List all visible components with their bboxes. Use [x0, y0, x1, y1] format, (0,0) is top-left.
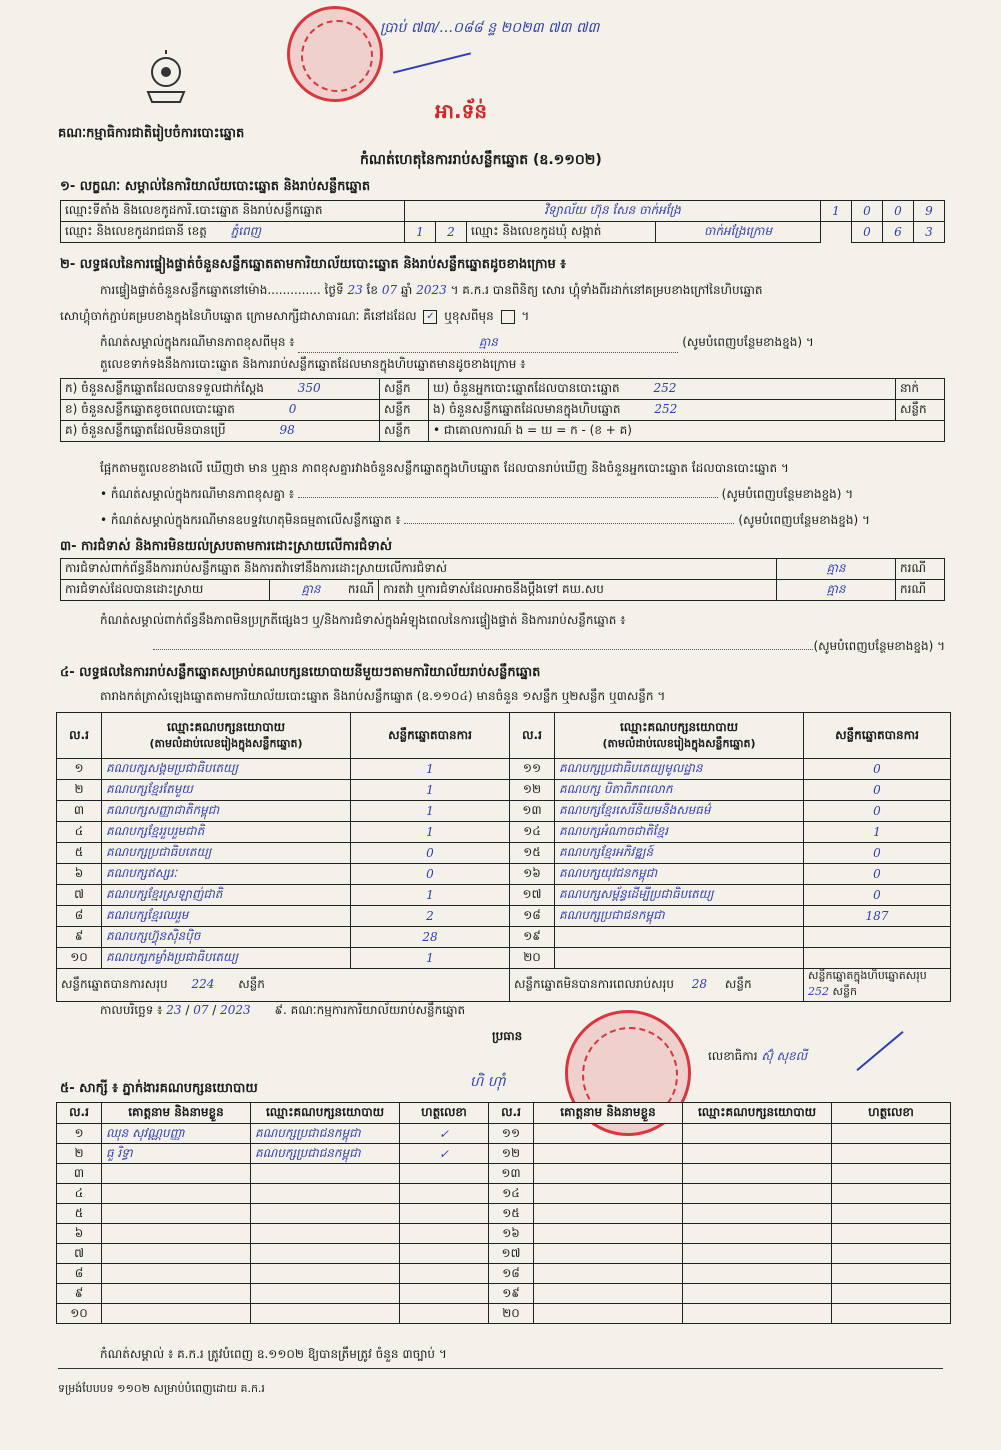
party-votes: 1	[351, 801, 510, 822]
w-col-sign-left: ហត្ថលេខា	[400, 1103, 489, 1124]
witness-party: គណបក្សប្រជាជនកម្ពុជា	[251, 1124, 400, 1144]
witness-name	[102, 1304, 251, 1324]
bullet-incident-text: • កំណត់សម្គាល់ក្នុងករណីមានឧបទ្ទវហេតុមិនធម្មតាលើសន្លឹកឆ្នោត ៖	[100, 513, 401, 527]
col-party-left-title: ឈ្មោះគណបក្សនយោបាយ	[166, 719, 286, 734]
objection-table	[60, 558, 945, 601]
witness-name	[102, 1264, 251, 1284]
party-no: ១៣	[510, 801, 555, 822]
party-row	[57, 864, 951, 885]
month-prefix: ខែ	[366, 283, 378, 297]
party-no: ៩	[57, 927, 102, 948]
party-no: ៧	[57, 885, 102, 906]
section3-note-suffix	[60, 638, 945, 656]
section3-note: កំណត់សម្គាល់ពាក់ព័ន្ធនឹងភាពមិនប្រក្រតីផ្សេងៗ ឬ/និងការជំទាស់ក្នុងអំឡុងពេលនៃការផ្ទៀងផ្ទាត់ និងការរាប់សន្លឹកឆ្នោត ៖	[100, 613, 626, 627]
w-col-no-right: ល.រ	[489, 1103, 534, 1124]
item-label-kha: ខ) ចំនួនសន្លឹកឆ្នោតខូចពេលបោះឆ្នោត	[65, 402, 235, 416]
total-valid-unit: សន្លឹក	[238, 977, 265, 991]
bullet-diff	[100, 486, 950, 504]
party-row	[57, 801, 951, 822]
location-code-digit: 9	[914, 201, 945, 222]
note-suffix: (សូមបំពេញបន្ថែមខាងខ្នង) ។	[682, 335, 814, 349]
commune-code-digit: 3	[914, 222, 945, 243]
item-unit-ko: សន្លឹក	[380, 421, 429, 442]
location-value: វិទ្យាល័យ ហ៊ុន សែន ចាក់អង្រែ	[405, 201, 821, 222]
witness-party	[683, 1124, 832, 1144]
witness-signature	[832, 1204, 951, 1224]
witness-row	[57, 1224, 951, 1244]
party-name: គណបក្សសញ្ញាជាតិកម្ពុជា	[102, 801, 351, 822]
total-invalid-label: សន្លឹកឆ្នោតមិនបានការពេលរាប់សរុប	[514, 977, 674, 991]
witness-signature	[832, 1264, 951, 1284]
total-valid-label: សន្លឹកឆ្នោតបានការសរុប	[61, 977, 168, 991]
official-stamp-top	[287, 6, 383, 102]
item-value-ngo: 252	[654, 402, 678, 416]
witness-no: ២០	[489, 1304, 534, 1324]
location-code-digit: 0	[883, 201, 914, 222]
commune-value: ចាក់អង្រែក្រោម	[656, 222, 821, 243]
total-valid-value: 224	[191, 977, 215, 991]
witness-name	[534, 1224, 683, 1244]
party-votes: 1	[351, 759, 510, 780]
party-votes	[804, 948, 951, 969]
total-invalid-value: 28	[691, 977, 708, 991]
witness-row	[57, 1304, 951, 1324]
section4-heading: ៤- លទ្ធផលនៃការរាប់សន្លឹកឆ្នោតសម្រាប់គណបក្សនយោបាយនីមួយៗតាមការិយាល័យរាប់សន្លឹកឆ្នោត	[60, 665, 541, 680]
witness-name	[534, 1124, 683, 1144]
party-row	[57, 780, 951, 801]
witness-signature	[400, 1244, 489, 1264]
top-signature	[393, 52, 471, 73]
party-name: គណបក្សហ៊្វុនស៊ិនប៉ិច	[102, 927, 351, 948]
section5-heading: ៥- សាក្សី ៖ ភ្នាក់ងារគណបក្សនយោបាយ	[60, 1081, 258, 1096]
witness-table	[56, 1102, 951, 1324]
secretary-label: លេខាធិការ	[708, 1049, 758, 1063]
witness-no: ១	[57, 1124, 102, 1144]
witness-row	[57, 1244, 951, 1264]
date-month: 07	[193, 1003, 209, 1017]
handwritten-top-note: ប្រាប់ ៧៣/…០៨៨ ន្ទ ២០២៣ ៧៣ ៧៣	[380, 20, 600, 36]
party-no: ១៦	[510, 864, 555, 885]
witness-party	[683, 1244, 832, 1264]
party-no: ៤	[57, 822, 102, 843]
w-col-no-left: ល.រ	[57, 1103, 102, 1124]
committee-name: គណៈកម្មាធិការជាតិរៀបចំការបោះឆ្នោត	[58, 126, 245, 141]
total-box-cell	[804, 969, 951, 1002]
objection-unit: ករណី	[896, 559, 945, 580]
nec-emblem-icon	[140, 48, 192, 106]
witness-name	[534, 1144, 683, 1164]
party-row	[57, 843, 951, 864]
party-name: គណបក្សខ្មែរឈរួម	[102, 906, 351, 927]
party-votes: 1	[351, 948, 510, 969]
bullet-incident	[100, 512, 950, 530]
province-value: ភ្នំពេញ	[230, 224, 262, 238]
party-votes: 0	[804, 843, 951, 864]
party-no: ៥	[57, 843, 102, 864]
party-name: គណបក្សកម្លាំងប្រជាធិបតេយ្យ	[102, 948, 351, 969]
location-label: ឈ្មោះទីតាំង និងលេខកូដការិ.បោះឆ្នោត និងរាប់សន្លឹកឆ្នោត	[61, 201, 405, 222]
party-row	[57, 927, 951, 948]
witness-party	[251, 1204, 400, 1224]
witness-signature	[400, 1284, 489, 1304]
party-votes: 28	[351, 927, 510, 948]
witness-row	[57, 1144, 951, 1164]
item-value-ka: 350	[297, 381, 321, 395]
witness-name	[534, 1284, 683, 1304]
witness-no: ៨	[57, 1264, 102, 1284]
location-code-digit: 0	[852, 201, 883, 222]
witness-no: ៣	[57, 1164, 102, 1184]
witness-signature	[832, 1144, 951, 1164]
party-name: គណបក្សខ្មែរស្រឡាញ់ជាតិ	[102, 885, 351, 906]
witness-row	[57, 1164, 951, 1184]
party-no: ១៤	[510, 822, 555, 843]
witness-no: ១១	[489, 1124, 534, 1144]
commune-label: ឈ្មោះ និងលេខកូដឃុំ សង្កាត់	[467, 222, 656, 243]
bullet-diff-text: • កំណត់សម្គាល់ក្នុងករណីមានភាពខុសគ្នា ៖	[100, 487, 295, 501]
item-label-ngo: ង) ចំនួនសន្លឹកឆ្នោតដែលមានក្នុងហិបឆ្នោត	[433, 402, 621, 416]
witness-name	[534, 1164, 683, 1184]
witness-name	[102, 1224, 251, 1244]
item-value-kha: 0	[288, 402, 297, 416]
party-votes: 2	[351, 906, 510, 927]
date-day: 23	[166, 1003, 182, 1017]
party-no: ៦	[57, 864, 102, 885]
witness-name	[534, 1204, 683, 1224]
party-votes: 1	[804, 822, 951, 843]
witness-no: ៦	[57, 1224, 102, 1244]
witness-no: ២	[57, 1144, 102, 1164]
total-box-unit: សន្លឹក	[832, 985, 857, 998]
witness-name	[534, 1264, 683, 1284]
section2-line1	[100, 282, 950, 300]
witness-party	[683, 1264, 832, 1284]
witness-name	[102, 1284, 251, 1304]
witness-party	[683, 1164, 832, 1184]
year-prefix: ឆ្នាំ	[400, 283, 413, 297]
unchanged-checkbox[interactable]: ✓	[423, 310, 437, 324]
w-col-name-right: គោត្តនាម និងនាមខ្លួន	[534, 1103, 683, 1124]
col-party-right-title: ឈ្មោះគណបក្សនយោបាយ	[619, 719, 739, 734]
item-unit-kha: សន្លឹក	[380, 400, 429, 421]
w-col-sign-right: ហត្ថលេខា	[832, 1103, 951, 1124]
party-votes: 1	[351, 780, 510, 801]
witness-signature: ✓	[400, 1124, 489, 1144]
party-name	[555, 948, 804, 969]
party-no: ១	[57, 759, 102, 780]
secretary-name: ស៊ុំ សុខលី	[761, 1049, 808, 1063]
witness-name: ធួ រិទ្ធា	[102, 1144, 251, 1164]
item-unit-ngo: សន្លឹក	[896, 400, 945, 421]
witness-row	[57, 1184, 951, 1204]
bullet-incident-suffix: (សូមបំពេញបន្ថែមខាងខ្នង) ។	[738, 513, 870, 527]
party-no: ៨	[57, 906, 102, 927]
witness-no: ៥	[57, 1204, 102, 1224]
witness-row	[57, 1264, 951, 1284]
witness-rows	[57, 1124, 951, 1324]
witness-signature	[400, 1304, 489, 1324]
witness-party	[683, 1284, 832, 1304]
party-no: ១០	[57, 948, 102, 969]
secretary-line	[708, 1048, 807, 1066]
witness-party	[683, 1184, 832, 1204]
witness-no: ១៦	[489, 1224, 534, 1244]
appeal-value: គ្មាន	[777, 580, 896, 601]
resolved-unit: ករណី	[347, 582, 374, 596]
col-party-right	[555, 713, 804, 759]
witness-name	[102, 1244, 251, 1264]
party-votes: 0	[351, 843, 510, 864]
witness-no: ១៨	[489, 1264, 534, 1284]
col-votes-left: សន្លឹកឆ្នោតបានការ	[351, 713, 510, 759]
total-invalid-cell	[510, 969, 804, 1002]
province-code-digit: 1	[405, 222, 436, 243]
item-unit-ka: សន្លឹក	[380, 379, 429, 400]
party-no: ៣	[57, 801, 102, 822]
party-no: ១១	[510, 759, 555, 780]
resolved-label: ការជំទាស់ដែលបានដោះស្រាយ	[61, 580, 270, 601]
witness-party	[251, 1284, 400, 1304]
chair-signature: ហិ ហ៊ាំ	[470, 1074, 506, 1090]
witness-party	[251, 1304, 400, 1324]
witness-no: ១០	[57, 1304, 102, 1324]
party-votes: 0	[804, 801, 951, 822]
party-votes: 1	[351, 822, 510, 843]
section5-note: កំណត់សម្គាល់ ៖ គ.ក.រ ត្រូវបំពេញ ឧ.១១០២ ឱ្យបានត្រឹមត្រូវ ចំនួន ៣ច្បាប់ ។	[100, 1347, 447, 1361]
witness-signature: ✓	[400, 1144, 489, 1164]
party-no: ២០	[510, 948, 555, 969]
section1-heading: ១- លក្ខណៈ សម្គាល់នៃការិយាល័យបោះឆ្នោត និងរាប់សន្លឹកឆ្នោត	[60, 179, 371, 194]
col-no-left: ល.រ	[57, 713, 102, 759]
count-day: 23	[347, 283, 363, 297]
province-code-digit: 2	[436, 222, 467, 243]
objection-value: គ្មាន	[777, 559, 896, 580]
section2-line1-prefix: ការផ្ទៀងផ្ទាត់ចំនួនសន្លឹកឆ្នោតនៅម៉ោង.............. ថ្ងៃទី	[100, 283, 344, 297]
party-no: ១៧	[510, 885, 555, 906]
section2-note	[100, 334, 950, 353]
witness-signature	[832, 1224, 951, 1244]
party-name: គណបក្សយុវជនកម្ពុជា	[555, 864, 804, 885]
item-value-ko: 98	[279, 423, 295, 437]
witness-signature	[832, 1284, 951, 1304]
party-row	[57, 948, 951, 969]
witness-no: ១៥	[489, 1204, 534, 1224]
commune-code-digit: 6	[883, 222, 914, 243]
section2-heading: ២- លទ្ធផលនៃការផ្ទៀងផ្ទាត់ចំនួនសន្លឹកឆ្នោតតាមការិយាល័យបោះឆ្នោត និងរាប់សន្លឹកឆ្នោតដូចខាងក្រោម ៖	[60, 257, 566, 272]
party-no: ១២	[510, 780, 555, 801]
section3-note-suffix-text: (សូមបំពេញបន្ថែមខាងខ្នង) ។	[813, 639, 945, 653]
party-no: ២	[57, 780, 102, 801]
witness-no: ១២	[489, 1144, 534, 1164]
witness-signature	[832, 1244, 951, 1264]
section2-line1-suffix: ។ គ.ក.រ បានពិនិត្យ សោរ ហ្គុំទាំងពីរដាក់នៅគម្របខាងក្រៅនៃហិបឆ្នោត	[450, 283, 763, 297]
resolved-value	[270, 580, 379, 601]
party-name: គណបក្សប្រជាជនកម្ពុជា	[555, 906, 804, 927]
section2-line2: សោហ្គុំចាក់ភ្ជាប់គម្របខាងក្នុងនៃហិបឆ្នោត ក្រោមសាក្សីជាសាធារណៈ គឺនៅដដែល ✓ ឬខុសពីមុន ។	[60, 309, 530, 323]
section1-table	[60, 200, 945, 243]
section2-line2-text: សោហ្គុំចាក់ភ្ជាប់គម្របខាងក្នុងនៃហិបឆ្នោត ក្រោមសាក្សីជាសាធារណៈ គឺនៅដដែល	[60, 309, 417, 323]
count-year: 2023	[416, 283, 447, 297]
date-label: កាលបរិច្ឆេទ ៖	[100, 1003, 163, 1017]
witness-signature	[400, 1164, 489, 1184]
col-party-right-sub: (តាមលំដាប់លេខរៀងក្នុងសន្លឹកឆ្នោត)	[602, 736, 756, 750]
witness-no: ១៤	[489, 1184, 534, 1204]
party-name: គណបក្សខ្មែរតែមួយ	[102, 780, 351, 801]
committee-sign-label: ៩. គណៈកម្មការការិយាល័យរាប់សន្លឹកឆ្នោត	[274, 1003, 466, 1017]
witness-signature	[400, 1184, 489, 1204]
witness-party	[683, 1304, 832, 1324]
total-box-label: សន្លឹកឆ្នោតក្នុងហិបឆ្នោតសរុប	[808, 969, 927, 982]
party-no: ១៨	[510, 906, 555, 927]
party-votes: 1	[351, 885, 510, 906]
witness-name	[534, 1304, 683, 1324]
party-name: គណបក្សប្រជាធិបតេយ្យ	[102, 843, 351, 864]
form-title: កំណត់ហេតុនៃការរាប់សន្លឹកឆ្នោត (ឧ.១១០២)	[360, 152, 602, 168]
party-votes: 0	[804, 759, 951, 780]
party-no: ១៥	[510, 843, 555, 864]
witness-party	[251, 1264, 400, 1284]
w-col-party-right: ឈ្មោះគណបក្សនយោបាយ	[683, 1103, 832, 1124]
numbers-intro: តួលេខទាក់ទងនឹងការបោះឆ្នោត និងការរាប់សន្លឹកឆ្នោតដែលមានក្នុងហិបឆ្នោតមានដូចខាងក្រោម ៖	[100, 357, 526, 371]
note-value: គ្មាន	[298, 334, 678, 353]
chair-label: ប្រធាន	[492, 1029, 523, 1043]
location-code-digit: 1	[821, 201, 852, 222]
party-name: គណបក្សឥស្សរៈ	[102, 864, 351, 885]
witness-name	[102, 1184, 251, 1204]
witness-signature	[400, 1204, 489, 1224]
party-row	[57, 906, 951, 927]
item-label-ko: គ) ចំនួនសន្លឹកឆ្នោតដែលមិនបានប្រើ	[65, 423, 226, 437]
witness-name	[102, 1164, 251, 1184]
total-invalid-unit: សន្លឹក	[724, 977, 752, 991]
secretary-signature	[856, 1031, 903, 1071]
col-party-left-sub: (តាមលំដាប់លេខរៀងក្នុងសន្លឹកឆ្នោត)	[149, 736, 303, 750]
item-unit-kho: នាក់	[896, 379, 945, 400]
w-col-name-left: គោត្តនាម និងនាមខ្លួន	[102, 1103, 251, 1124]
col-votes-right: សន្លឹកឆ្នោតបានការ	[804, 713, 951, 759]
witness-signature	[832, 1304, 951, 1324]
province-label	[61, 222, 405, 243]
witness-no: ១៣	[489, 1164, 534, 1184]
party-name: គណបក្សខ្មែរសេរីនិយមនិងសមធម៌	[555, 801, 804, 822]
party-results-table	[56, 712, 951, 1002]
objection-label: ការជំទាស់ពាក់ព័ន្ធនឹងការរាប់សន្លឹកឆ្នោត និងការតវ៉ាទៅនឹងការដោះស្រាយលើការជំទាស់	[61, 559, 777, 580]
witness-row	[57, 1204, 951, 1224]
col-party-left	[102, 713, 351, 759]
witness-signature	[832, 1164, 951, 1184]
total-box-value: 252	[808, 985, 829, 998]
witness-name	[534, 1244, 683, 1264]
section4-intro: តារាងកត់ត្រាសំឡេងឆ្នោតតាមការិយាល័យបោះឆ្នោត និងរាប់សន្លឹកឆ្នោត (ឧ.១១០៤) មានចំនួន ១សន្លឹក ឬ២សន្លឹក ឬ៣សន្លឹក ។	[100, 689, 666, 703]
witness-party	[251, 1244, 400, 1264]
witness-no: ១៧	[489, 1244, 534, 1264]
party-name: គណបក្សខ្មែររួបរួមជាតិ	[102, 822, 351, 843]
appeal-unit: ករណី	[896, 580, 945, 601]
party-row	[57, 885, 951, 906]
witness-signature	[400, 1224, 489, 1244]
witness-signature	[832, 1184, 951, 1204]
changed-label: ឬខុសពីមុន	[444, 309, 494, 323]
witness-party	[251, 1164, 400, 1184]
witness-name: ឈុន សុវណ្ណបញ្ញា	[102, 1124, 251, 1144]
commune-code-digit: 0	[852, 222, 883, 243]
witness-party	[683, 1224, 832, 1244]
w-col-party-left: ឈ្មោះគណបក្សនយោបាយ	[251, 1103, 400, 1124]
appeal-label: ការតវ៉ា ឬការជំទាស់ដែលអាចនឹងប្តឹងទៅ គឃ.សប	[379, 580, 777, 601]
date-line: កាលបរិច្ឆេទ ៖ 23 / 07 / 2023 ៩. គណៈកម្មការការិយាល័យរាប់សន្លឹកឆ្នោត	[100, 1003, 466, 1017]
party-rows	[57, 759, 951, 969]
ballot-numbers-table	[60, 378, 945, 442]
party-no: ១៩	[510, 927, 555, 948]
witness-row	[57, 1124, 951, 1144]
party-name: គណបក្សខ្មែរអភិវឌ្ឍន៍	[555, 843, 804, 864]
party-votes: 0	[804, 780, 951, 801]
witness-signature	[832, 1124, 951, 1144]
witness-no: ៩	[57, 1284, 102, 1304]
party-name: គណបក្សអំណាចជាតិខ្មែរ	[555, 822, 804, 843]
witness-no: ៧	[57, 1244, 102, 1264]
party-votes: 187	[804, 906, 951, 927]
resolved-value-text: គ្មាន	[301, 582, 321, 596]
party-row	[57, 822, 951, 843]
witness-party: គណបក្សប្រជាជនកម្ពុជា	[251, 1144, 400, 1164]
urgent-stamp-text: អា.ទ័ន់	[435, 99, 488, 123]
count-month: 07	[381, 283, 398, 297]
party-name: គណបក្សសម្ព័ន្ធដើម្បីប្រជាធិបតេយ្យ	[555, 885, 804, 906]
party-name: គណបក្ស បិតាពិភពលោក	[555, 780, 804, 801]
item-label-ka: ក) ចំនួនសន្លឹកឆ្នោតដែលបានទទួលជាក់ស្តែង	[65, 381, 264, 395]
witness-no: ១៩	[489, 1284, 534, 1304]
party-votes: 0	[804, 885, 951, 906]
note-label: កំណត់សម្គាល់ក្នុងករណីមានភាពខុសពីមុន ៖	[100, 335, 295, 349]
party-votes: 0	[351, 864, 510, 885]
date-year: 2023	[220, 1003, 251, 1017]
party-row	[57, 759, 951, 780]
witness-party	[683, 1144, 832, 1164]
changed-checkbox[interactable]	[501, 310, 515, 324]
witness-party	[683, 1204, 832, 1224]
footer-text: ទម្រង់បែបបទ ១១០២ សម្រាប់បំពេញដោយ គ.ក.រ	[58, 1382, 265, 1395]
section3-heading: ៣- ការជំទាស់ និងការមិនយល់ស្របតាមការដោះស្រាយលើការជំទាស់	[60, 539, 392, 554]
col-no-right: ល.រ	[510, 713, 555, 759]
bullet-diff-suffix: (សូមបំពេញបន្ថែមខាងខ្នង) ។	[721, 487, 854, 501]
witness-party	[251, 1224, 400, 1244]
diff-line: ផ្អែកតាមតួលេខខាងលើ ឃើញថា មាន ឬគ្មាន ភាពខុសគ្នារវាងចំនួនសន្លឹកឆ្នោតក្នុងហិបឆ្នោត ដែលបានរាប់ឃើញ និងចំនួនអ្នកបោះឆ្នោត ដែលបានបោះឆ្នោត ។	[100, 461, 789, 475]
item-value-kho: 252	[653, 381, 677, 395]
witness-name	[534, 1184, 683, 1204]
witness-no: ៤	[57, 1184, 102, 1204]
party-name: គណបក្សប្រជាធិបតេយ្យមូលដ្ឋាន	[555, 759, 804, 780]
total-valid-cell	[57, 969, 510, 1002]
formula-text: • ជាគោលការណ៍ ង = ឃ = ក - (ខ + គ)	[429, 421, 945, 442]
witness-name	[102, 1204, 251, 1224]
item-label-kho: ឃ) ចំនួនអ្នកបោះឆ្នោតដែលបានបោះឆ្នោត	[433, 381, 620, 395]
party-name	[555, 927, 804, 948]
witness-row	[57, 1284, 951, 1304]
party-name: គណបក្សសង្គមប្រជាធិបតេយ្យ	[102, 759, 351, 780]
witness-party	[251, 1184, 400, 1204]
party-votes	[804, 927, 951, 948]
footer-divider	[58, 1368, 943, 1369]
province-label-text: ឈ្មោះ និងលេខកូដរាជធានី ខេត្ត	[65, 224, 207, 238]
party-votes: 0	[804, 864, 951, 885]
witness-signature	[400, 1264, 489, 1284]
